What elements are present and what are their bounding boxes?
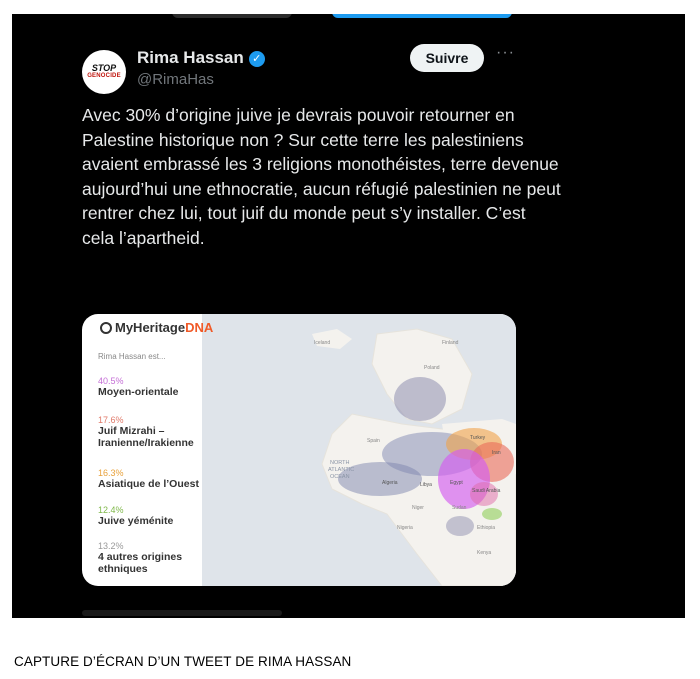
verified-badge-icon: ✓ [249,51,265,67]
myheritage-logo-icon [100,322,112,334]
country-label: Turkey [470,435,486,441]
ethnicity-map [202,314,516,586]
ethnicity-subtitle: Rima Hassan est... [98,352,166,361]
country-label: Iceland [314,340,331,346]
tweet-screenshot [12,14,685,618]
country-label: Egypt [450,480,463,486]
image-caption: CAPTURE D’ÉCRAN D’UN TWEET DE RIMA HASSAN [14,654,352,669]
country-label: Finland [442,340,459,346]
top-bar-accent [332,14,512,18]
country-label: Algeria [382,480,398,486]
tweet-timestamp-blurred [82,610,282,616]
ethnicity-percent: 13.2% [98,541,124,551]
country-label: Sudan [452,505,467,511]
display-name[interactable] [137,48,265,68]
country-label: Ethiopia [477,525,496,531]
avatar[interactable] [82,50,126,94]
country-label: Libya [420,482,432,488]
ethnicity-name: 4 autres origines ethniques [98,551,183,575]
ethnicity-percent: 12.4% [98,505,124,515]
myheritage-logo [100,320,213,335]
country-label: Kenya [477,550,492,556]
avatar-text-1: STOP [91,63,117,73]
country-label: Spain [367,438,380,444]
ethnicity-item [98,376,179,398]
myheritage-logo-text: MyHeritage [115,320,186,335]
display-name-text: Rima Hassan [137,48,244,67]
tweet-media-image[interactable] [82,314,516,586]
north-atlantic-label-3: OCEAN [330,474,350,480]
country-label: Saudi Arabia [472,488,501,494]
country-label: Niger [412,505,424,511]
ethnicity-name: Moyen-orientale [98,386,179,398]
ethnicity-name: Juif Mizrahi – Iranienne/Irakienne [98,425,194,449]
ethnicity-item [98,505,173,527]
country-label: Iran [492,450,501,456]
tweet-text: Avec 30% d’origine juive je devrais pouvoir retourner en Palestine historique non ? Sur cette terre les palestiniens avaient embrassé les 3 religions monothéistes, terre devenue aujourd’hui une ethnocratie, aucun réfugié palestinien ne peut rentrer chez lui, tout juif du monde peut s’y installer. C’est cela l’apartheid. [82,105,561,248]
ethnicity-percent: 40.5% [98,376,124,386]
ethnicity-panel [82,344,232,586]
follow-button[interactable]: Suivre [410,44,484,72]
ethnicity-item [98,415,226,449]
avatar-text-2: GENOCIDE [87,73,121,79]
north-atlantic-label-1: NORTH [330,460,350,466]
ethnicity-item [98,541,232,575]
ethnicity-name: Asiatique de l’Ouest [98,478,199,490]
more-options-icon[interactable]: ··· [496,44,515,61]
ethnicity-item [98,468,199,490]
ethnicity-percent: 17.6% [98,415,124,425]
ethnicity-name: Juive yéménite [98,515,174,527]
country-label: Poland [424,365,440,371]
user-handle[interactable]: @RimaHas [137,71,214,88]
north-atlantic-label-2: ATLANTIC [328,467,355,473]
top-bar-segment [172,14,292,18]
myheritage-dna-text: DNA [185,320,214,335]
country-label: Nigeria [397,525,413,531]
ethnicity-percent: 16.3% [98,468,124,478]
